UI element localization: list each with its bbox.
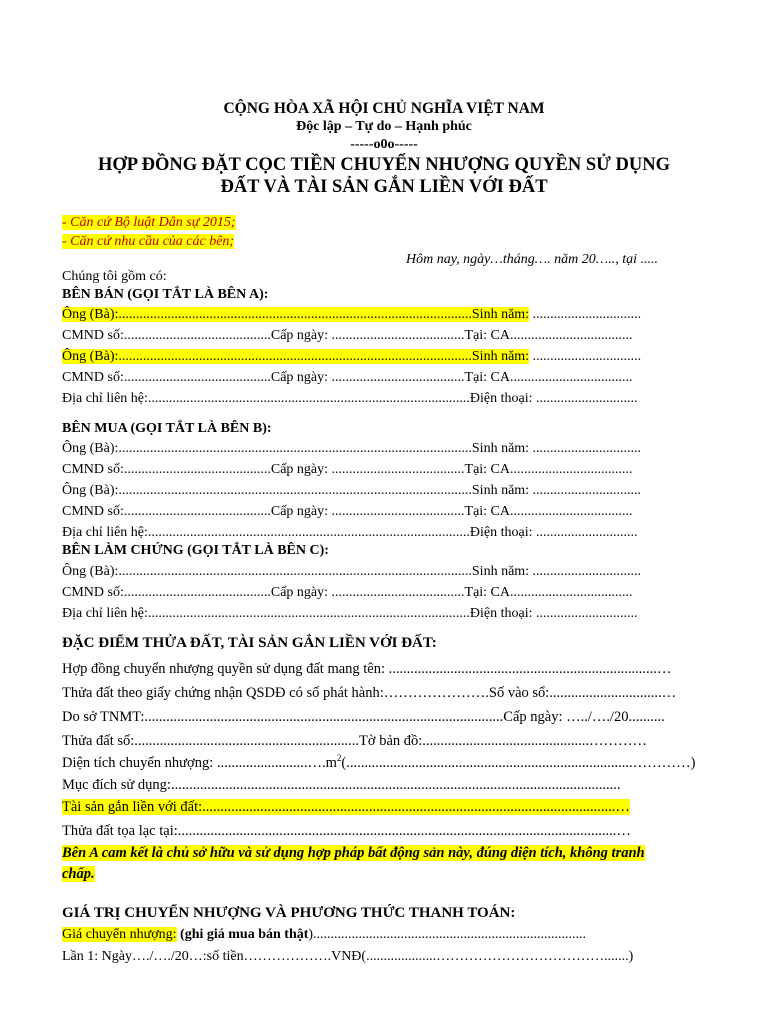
motto: Độc lập – Tự do – Hạnh phúc (296, 119, 472, 134)
row-field: Ông (Bà):..................................................................................................... (62, 483, 472, 498)
row-field: CMND số:.......................................... (62, 370, 271, 385)
price-note: (ghi giá mua bán thật (176, 927, 309, 942)
party-a-row (62, 327, 633, 345)
land-certificate-line: Thửa đất theo giấy chứng nhận QSDĐ có số phát hành:………………….Số vào sổ:...............................… (62, 685, 677, 701)
party-b-row (62, 461, 633, 479)
party-b-heading: BÊN MUA (GỌI TẮT LÀ BÊN B): (62, 421, 272, 436)
separator: -----o0o----- (350, 137, 418, 152)
commitment-line2: chấp. (62, 866, 95, 882)
land-area-unit-sup: 2 (336, 753, 342, 764)
party-a-heading: BÊN BÁN (GỌI TẮT LÀ BÊN A): (62, 287, 269, 302)
row-field: CMND số:.......................................... (62, 462, 271, 477)
party-c-row (62, 584, 633, 602)
basis-civil-code: - Căn cứ Bộ luật Dân sự 2015; (62, 215, 236, 230)
row-field: Ông (Bà):..................................................................................................... (62, 307, 472, 322)
row-field-end: Sinh năm: ............................... (471, 483, 642, 498)
party-b-row (62, 482, 641, 500)
land-owner-line: Hợp đồng chuyển nhượng quyền sử dụng đất mang tên: ..........................................................................… (62, 661, 672, 677)
row-field: Địa chỉ liên hệ:............................................................................................ (62, 391, 470, 406)
date-line: Hôm nay, ngày…tháng…. năm 20….., tại ..... (406, 252, 658, 267)
row-field-end: ............................... (529, 349, 642, 364)
row-field-middle: Cấp ngày: ...................................... (270, 462, 465, 477)
land-purpose-line: Mục đích sử dụng:............................................................................................................................ (62, 777, 621, 793)
price-line (62, 926, 586, 944)
party-a-row (62, 390, 638, 408)
land-parcel-line: Thửa đất số:..............................................................Tờ bản đồ:..............................................………… (62, 733, 648, 749)
row-field-middle: Cấp ngày: ...................................... (270, 328, 465, 343)
row-field: CMND số:.......................................... (62, 585, 271, 600)
party-b-row (62, 440, 641, 458)
price-dots: ).............................................................................. (308, 927, 587, 942)
commitment-line1: Bên A cam kết là chủ sở hữu và sử dụng hợp pháp bất động sản này, đúng diện tích, không tranh (62, 845, 645, 861)
party-b-row (62, 524, 638, 542)
row-field-middle: Cấp ngày: ...................................... (270, 504, 465, 519)
row-field: Ông (Bà):..................................................................................................... (62, 564, 472, 579)
land-location-line: Thửa đất tọa lạc tại:.........................................................................................................................… (62, 823, 631, 839)
payment-heading: GIÁ TRỊ CHUYỂN NHƯỢNG VÀ PHƯƠNG THỨC THANH TOÁN: (62, 905, 516, 921)
row-field-end: Tại: CA................................... (464, 585, 633, 600)
party-c-row (62, 563, 641, 581)
land-area-words: (...............................................................................…………) (341, 755, 696, 771)
row-field: Ông (Bà):..................................................................................................... (62, 441, 472, 456)
land-area-line (62, 754, 695, 772)
party-c-heading: BÊN LÀM CHỨNG (GỌI TẮT LÀ BÊN C): (62, 543, 329, 558)
row-field: CMND số:.......................................... (62, 328, 271, 343)
land-issuer-line: Do sở TNMT:...................................................................................................Cấp ngày: …../…./20.......... (62, 709, 665, 725)
row-field: Địa chỉ liên hệ:............................................................................................ (62, 525, 470, 540)
row-field-end: ............................... (529, 307, 642, 322)
party-b-row (62, 503, 633, 521)
party-a-row (62, 306, 641, 324)
contract-title-line1: HỢP ĐỒNG ĐẶT CỌC TIỀN CHUYỂN NHƯỢNG QUYỀN SỬ DỤNG (97, 155, 670, 175)
basis-parties-needs: - Căn cứ nhu cầu của các bên; (62, 234, 235, 249)
row-field-end: Tại: CA................................... (464, 328, 633, 343)
row-field-middle: Sinh năm: (471, 349, 530, 364)
row-field-end: Điện thoại: ............................. (469, 391, 638, 406)
nation-heading: CỘNG HÒA XÃ HỘI CHỦ NGHĨA VIỆT NAM (223, 100, 545, 117)
row-field-end: Điện thoại: ............................. (469, 525, 638, 540)
row-field: CMND số:.......................................... (62, 504, 271, 519)
row-field-end: Sinh năm: ............................... (471, 564, 642, 579)
row-field-end: Điện thoại: ............................. (469, 606, 638, 621)
land-assets-line: Tài sản gắn liền với đất:..................................................................................................................… (62, 799, 630, 815)
row-field-end: Tại: CA................................... (464, 462, 633, 477)
row-field: Ông (Bà):..................................................................................................... (62, 349, 472, 364)
row-field-end: Sinh năm: ............................... (471, 441, 642, 456)
row-field-end: Tại: CA................................... (464, 370, 633, 385)
land-heading: ĐẶC ĐIỂM THỬA ĐẤT, TÀI SẢN GẮN LIỀN VỚI ĐẤT: (62, 635, 437, 651)
party-c-row (62, 605, 638, 623)
intro-text: Chúng tôi gồm có: (62, 269, 167, 284)
land-area-label: Diện tích chuyển nhượng: .........................….m (62, 755, 337, 771)
installment-1-line: Lần 1: Ngày…./…./20…:số tiền……………….VNĐ(....................……………………………….......) (62, 949, 634, 964)
contract-title-line2: ĐẤT VÀ TÀI SẢN GẮN LIỀN VỚI ĐẤT (220, 177, 548, 197)
row-field-middle: Cấp ngày: ...................................... (270, 585, 465, 600)
row-field: Địa chỉ liên hệ:............................................................................................ (62, 606, 470, 621)
row-field-end: Tại: CA................................... (464, 504, 633, 519)
price-label: Giá chuyển nhượng: (62, 927, 177, 942)
party-a-row (62, 348, 641, 366)
row-field-middle: Cấp ngày: ...................................... (270, 370, 465, 385)
party-a-row (62, 369, 633, 387)
row-field-middle: Sinh năm: (471, 307, 530, 322)
